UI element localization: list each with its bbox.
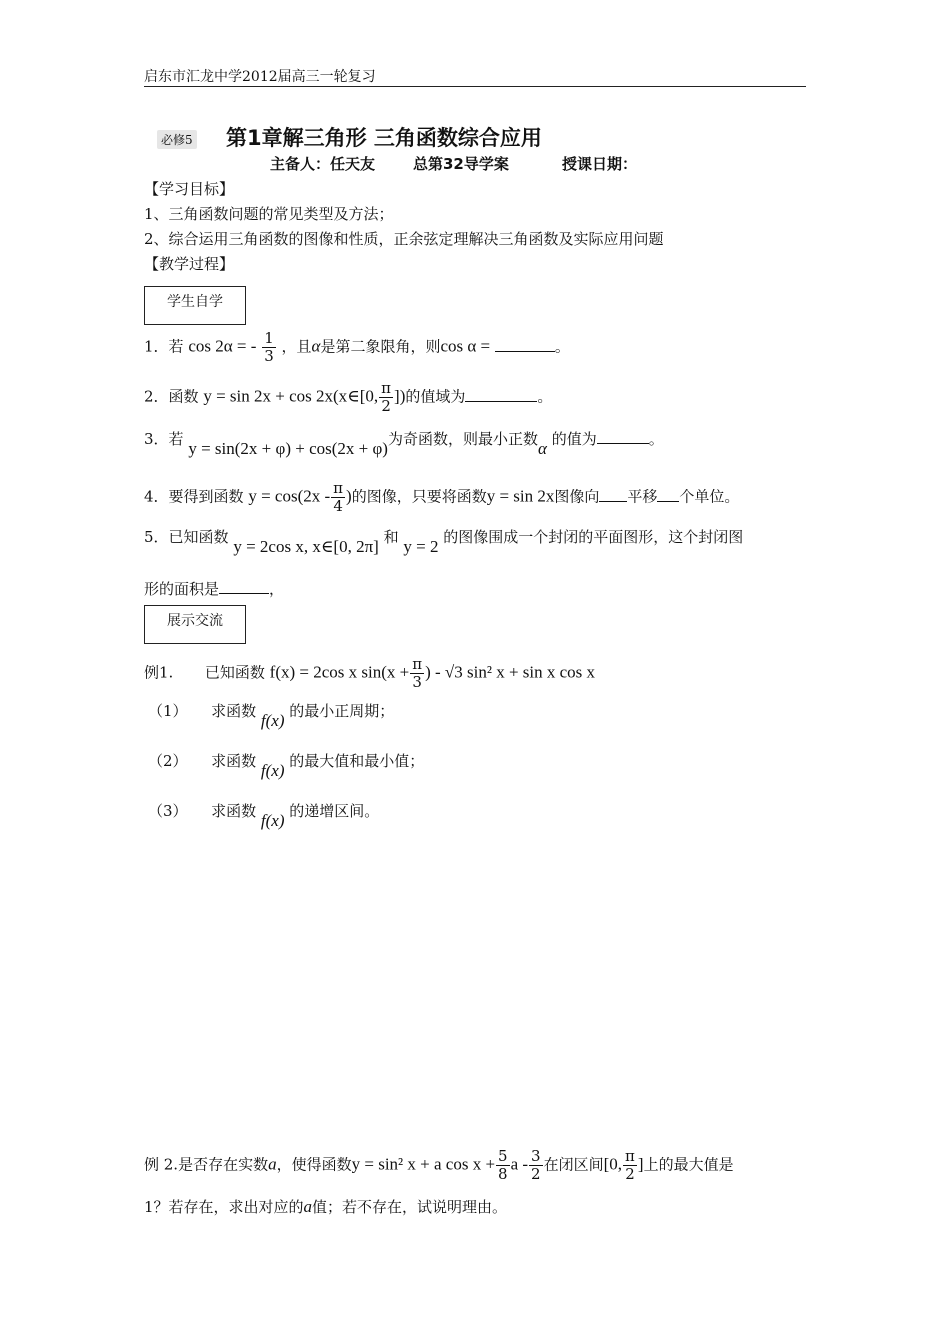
ex2-text: 是否存在实数 <box>178 1155 269 1174</box>
ex1-frac-den: 3 <box>412 673 422 691</box>
header-school: 启东市汇龙中学2012届高三一轮复习 <box>144 69 376 85</box>
q2-num: 2．函数 <box>144 387 199 406</box>
ex2-expr-d: ] <box>637 1154 644 1174</box>
q4-frac-den: 4 <box>333 497 343 515</box>
q5-end: ， <box>269 580 285 598</box>
ex1-frac-num: π <box>412 655 423 673</box>
date-label: 授课日期： <box>562 155 638 173</box>
q3-expr: y = sin(2x + φ) + cos(2x + φ) <box>188 439 388 458</box>
q4-text2: 图像向 <box>554 487 600 506</box>
q1-mid: ，且 <box>281 337 312 356</box>
exchange-box <box>144 605 246 644</box>
ex2-a-2: a <box>303 1197 313 1216</box>
q4-units-blank[interactable] <box>657 487 679 502</box>
q1-end: 。 <box>554 337 570 356</box>
q4-text3: 平移 <box>627 487 658 506</box>
q2-expr-b: ]) <box>394 386 406 406</box>
ex1-part-3-text: 求函数 <box>211 802 257 820</box>
ex1-part-1-num: （1） <box>148 702 188 720</box>
ex2-text2: ，使得函数 <box>276 1155 352 1174</box>
ex2-label: 例 2. <box>144 1155 179 1174</box>
q2-expr-a: y = sin 2x + cos 2x(x∈[0, <box>203 386 379 406</box>
ex1-expr-b: ) - √3 sin² x + sin x cos x <box>425 662 596 682</box>
example-2 <box>144 1148 734 1183</box>
q1-expr: cos 2α = - <box>188 336 257 356</box>
q4-fraction <box>331 480 345 515</box>
ex1-part-3 <box>148 800 380 830</box>
ex1-part-3-fx: f(x) <box>260 811 285 830</box>
ex1-part-2 <box>148 750 425 780</box>
ex1-part-3-tail: 的递增区间。 <box>289 802 380 820</box>
ex2-f3-num: π <box>625 1147 635 1165</box>
question-2 <box>144 380 552 415</box>
q4-num: 4．要得到函数 <box>144 487 244 506</box>
ex2-expr-b: a - <box>510 1154 529 1174</box>
q1-frac-num: 1 <box>264 329 274 347</box>
q2-frac-den: 2 <box>381 397 391 415</box>
course-badge: 必修5 <box>157 130 197 149</box>
question-5-line2 <box>144 578 284 599</box>
example-2-line2 <box>144 1196 507 1217</box>
q5-expr2: y = 2 <box>403 537 439 556</box>
q5-num: 5．已知函数 <box>144 528 229 546</box>
ex2-expr-a: y = sin² x + a cos x + <box>351 1154 496 1174</box>
ex2-f1-num: 5 <box>498 1147 508 1165</box>
goal-item-2: 2、综合运用三角函数的图像和性质，正余弦定理解决三角函数及实际应用问题 <box>144 230 664 248</box>
self-study-label: 学生自学 <box>167 294 223 310</box>
q3-text2: 的值为 <box>551 430 597 448</box>
header-divider <box>144 86 806 87</box>
q2-fraction <box>379 380 393 415</box>
q2-answer-blank[interactable] <box>465 387 537 402</box>
ex1-part-1-tail: 的最小正周期； <box>289 702 395 720</box>
q3-num: 3．若 <box>144 430 184 448</box>
q2-end: 。 <box>537 387 553 406</box>
q1-alpha: α <box>311 336 321 356</box>
ex2-fraction-2 <box>529 1148 543 1183</box>
exchange-label: 展示交流 <box>167 613 223 629</box>
ex1-part-2-text: 求函数 <box>211 752 257 770</box>
ex2-text4: 上的最大值是 <box>643 1155 734 1174</box>
q3-alpha: α <box>537 439 547 458</box>
ex1-text: 已知函数 <box>204 663 265 682</box>
q4-expr-b: ) <box>346 486 352 506</box>
question-4 <box>144 480 739 515</box>
ex2-line2-a: 1？若存在，求出对应的 <box>144 1198 304 1216</box>
example-1 <box>144 656 595 691</box>
q3-end: 。 <box>648 430 664 448</box>
q3-text: 为奇函数，则最小正数 <box>387 430 538 448</box>
q1-text2: 是第二象限角，则 <box>320 337 441 356</box>
ex2-f1-den: 8 <box>498 1165 508 1183</box>
q5-and: 和 <box>383 528 399 546</box>
preparer: 主备人：任天友 <box>270 155 376 173</box>
ex1-part-1-fx: f(x) <box>260 711 285 730</box>
goals-heading: 【学习目标】 <box>144 180 235 198</box>
q5-line2: 形的面积是 <box>144 580 220 598</box>
ex1-part-1-text: 求函数 <box>211 702 257 720</box>
ex1-part-2-fx: f(x) <box>260 761 285 780</box>
q3-answer-blank[interactable] <box>597 429 649 444</box>
ex2-a: a <box>268 1154 277 1174</box>
process-heading: 【教学过程】 <box>144 255 235 273</box>
question-3 <box>144 428 664 458</box>
q4-text4: 个单位。 <box>679 487 740 506</box>
ex2-text3: 在闭区间 <box>543 1155 604 1174</box>
q4-expr2: y = sin 2x <box>486 486 555 506</box>
ex1-fraction <box>410 656 424 691</box>
question-5 <box>144 526 744 556</box>
ex1-part-2-num: （2） <box>148 752 188 770</box>
q5-text: 的图像围成一个封闭的平面图形，这个封闭图 <box>443 528 744 546</box>
page-title: 第1章解三角形 三角函数综合应用 <box>226 126 542 150</box>
goal-item-1: 1、三角函数问题的常见类型及方法； <box>144 205 394 223</box>
ex2-f2-num: 3 <box>531 1147 541 1165</box>
ex1-expr-a: f(x) = 2cos x sin(x + <box>269 662 410 682</box>
ex2-line2-b: 值；若不存在，试说明理由。 <box>312 1198 508 1216</box>
q4-text: 的图像，只要将函数 <box>351 487 487 506</box>
ex1-part-3-num: （3） <box>148 802 188 820</box>
q1-fraction <box>262 330 276 365</box>
q1-expr2: cos α = <box>440 336 491 356</box>
ex2-expr-c: [0, <box>603 1154 623 1174</box>
ex2-f3-den: 2 <box>625 1165 635 1183</box>
self-study-box <box>144 286 246 325</box>
q1-frac-den: 3 <box>264 347 274 365</box>
q2-frac-num: π <box>381 379 392 397</box>
q5-expr: y = 2cos x, x∈[0, 2π] <box>233 537 379 556</box>
ex2-f2-den: 2 <box>531 1165 541 1183</box>
ex1-label: 例1. <box>144 663 174 682</box>
ex2-fraction-3 <box>623 1148 637 1183</box>
plan-number: 总第32导学案 <box>413 155 509 173</box>
ex2-fraction-1 <box>496 1148 510 1183</box>
q1-num: 1．若 <box>144 337 184 356</box>
q1-answer-blank[interactable] <box>495 337 555 352</box>
question-1 <box>144 330 570 365</box>
q4-expr-a: y = cos(2x - <box>248 486 331 506</box>
ex1-part-1 <box>148 700 395 730</box>
q4-direction-blank[interactable] <box>599 487 627 502</box>
ex1-part-2-tail: 的最大值和最小值； <box>289 752 425 770</box>
q5-answer-blank[interactable] <box>219 579 269 594</box>
q2-text: 的值域为 <box>405 387 466 406</box>
q4-frac-num: π <box>333 479 344 497</box>
